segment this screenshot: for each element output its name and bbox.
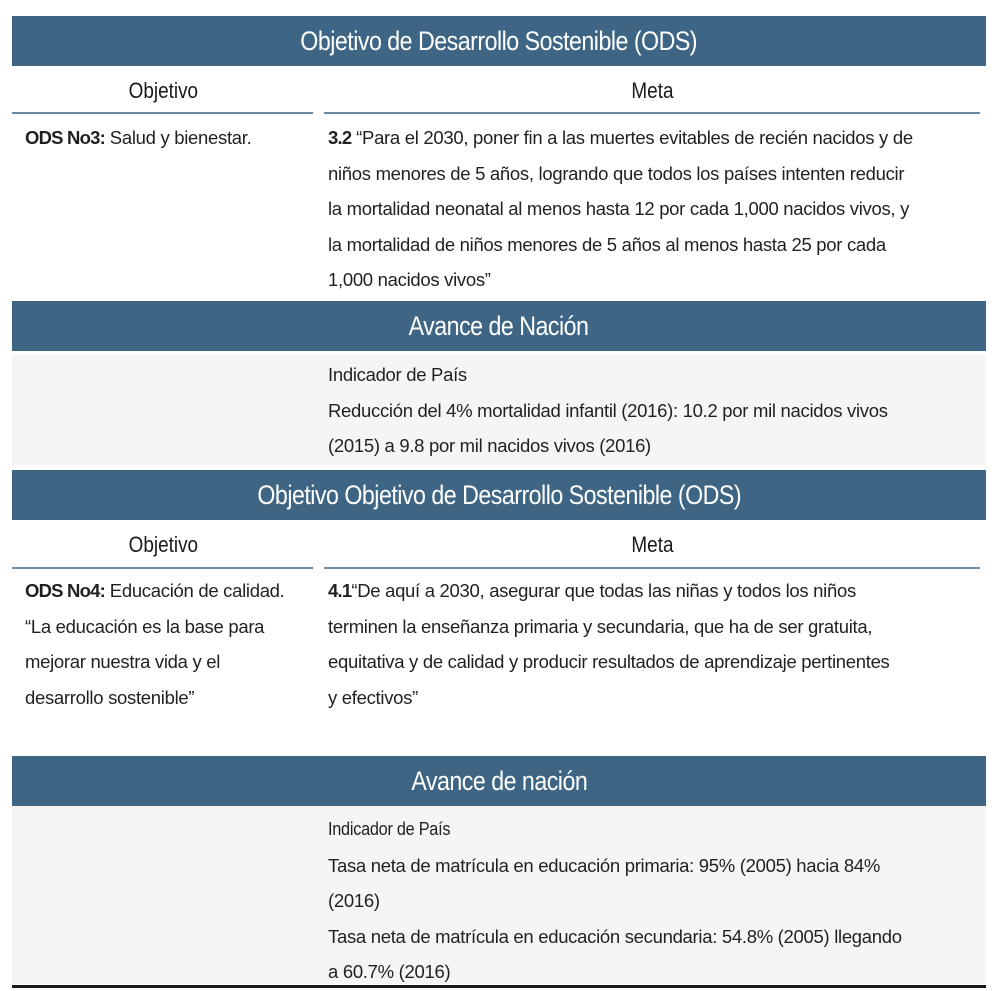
objetivo-label: ODS No3:: [25, 127, 105, 148]
meta-line: terminen la enseñanza primaria y secundaria, que ha de ser gratuita,: [328, 615, 873, 637]
indicator-cell: [328, 811, 988, 990]
meta-line: y efectivos”: [328, 686, 418, 708]
meta-line: [328, 120, 988, 156]
meta-line: equitativa y de calidad y producir resultados de aprendizaje pertinentes: [328, 651, 890, 672]
meta-cell: [328, 573, 988, 715]
column-header-label: Meta: [630, 78, 674, 103]
indicator-line: Tasa neta de matrícula en educación primaria: 95% (2005) hacia 84%: [328, 854, 880, 876]
objetivo-text: Salud y bienestar.: [104, 127, 252, 148]
indicator-line: Reducción del 4% mortalidad infantil (2016): 10.2 por mil nacidos vivos: [328, 399, 888, 421]
indicator-line: (2015) a 9.8 por mil nacidos vivos (2016): [328, 435, 651, 456]
column-divider-objetivo: [12, 567, 313, 569]
column-header-meta: [324, 530, 980, 560]
column-header-meta: [324, 76, 980, 106]
indicator-title-row: [328, 811, 988, 848]
column-divider-meta: [324, 112, 980, 114]
indicator-cell: [328, 357, 988, 464]
table-bottom-rule: [12, 985, 986, 988]
column-header-objetivo: [12, 530, 314, 560]
section-header-title: Objetivo Objetivo de Desarrollo Sostenible (ODS): [257, 480, 741, 510]
section-header-ods: [12, 16, 986, 66]
meta-text: “De aquí a 2030, asegurar que todas las niñas y todos los niños: [351, 580, 856, 601]
section-header-title: Avance de nación: [411, 766, 587, 796]
column-header-label: Objetivo: [128, 78, 198, 103]
column-header-label: Meta: [630, 532, 674, 557]
section-header-avance: [12, 301, 986, 351]
indicator-title: Indicador de País: [328, 364, 467, 385]
objetivo-line: [25, 573, 320, 609]
meta-line: la mortalidad de niños menores de 5 años al menos hasta 25 por cada: [328, 233, 886, 255]
objetivo-line: desarrollo sostenible”: [25, 686, 195, 708]
meta-number: 4.1: [328, 580, 352, 601]
indicator-title: Indicador de País: [328, 818, 451, 839]
section-header-avance: [12, 756, 986, 806]
section-header-ods: [12, 470, 986, 520]
column-header-label: Objetivo: [128, 532, 198, 557]
objetivo-line: mejorar nuestra vida y el: [25, 651, 221, 672]
indicator-line: (2016): [328, 890, 380, 911]
meta-text: “Para el 2030, poner fin a las muertes evitables de recién nacidos y de: [351, 127, 913, 148]
meta-line: [328, 573, 988, 609]
meta-line: la mortalidad neonatal al menos hasta 12 por cada 1,000 nacidos vivos, y: [328, 198, 910, 219]
column-divider-meta: [324, 567, 980, 569]
column-header-objetivo: [12, 76, 314, 106]
section-header-title: Avance de Nación: [409, 311, 589, 341]
column-divider-objetivo: [12, 112, 313, 114]
meta-number: 3.2: [328, 127, 352, 148]
section-header-title: Objetivo de Desarrollo Sostenible (ODS): [300, 26, 698, 56]
indicator-line: a 60.7% (2016): [328, 961, 451, 982]
meta-line: niños menores de 5 años, logrando que todos los países intenten reducir: [328, 162, 905, 184]
objetivo-text: Educación de calidad.: [104, 580, 285, 601]
objetivo-cell: [25, 120, 315, 156]
objetivo-line: “La educación es la base para: [25, 615, 265, 637]
meta-line: 1,000 nacidos vivos”: [328, 269, 491, 290]
indicator-line: Tasa neta de matrícula en educación secundaria: 54.8% (2005) llegando: [328, 925, 902, 947]
objetivo-label: ODS No4:: [25, 580, 105, 601]
objetivo-cell: [25, 573, 320, 715]
meta-cell: [328, 120, 988, 298]
